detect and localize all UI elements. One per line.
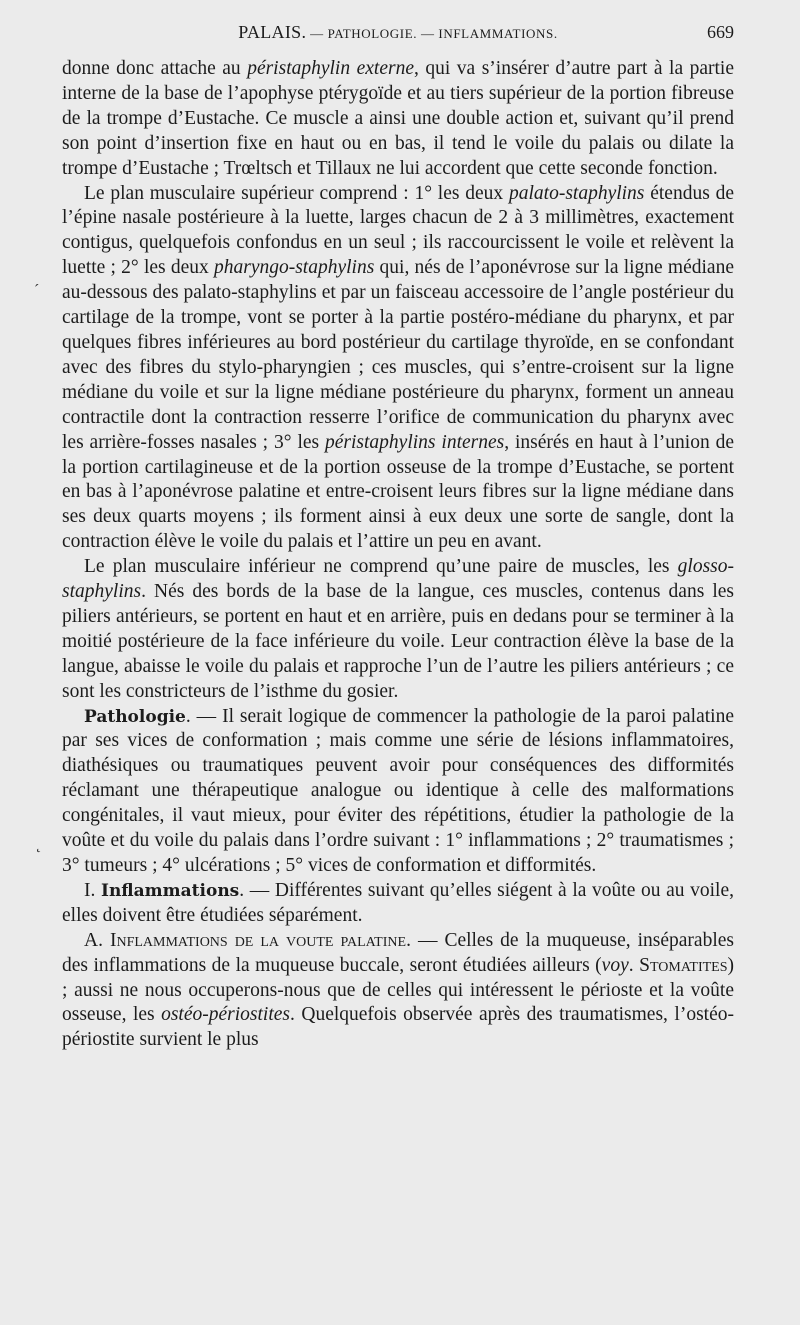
subsection-heading: Inflammations de la voute palatine xyxy=(109,929,407,951)
margin-mark: ˛ xyxy=(36,836,42,853)
running-title: PALAIS. — PATHOLOGIE. — INFLAMMATIONS. xyxy=(238,22,558,42)
section-heading: Pathologie xyxy=(84,706,186,727)
running-header xyxy=(62,22,734,48)
paragraph-pathologie: Pathologie. — Il serait logique de commencer la pathologie de la paroi palatine par ses vices de conformation ; mais comme une série de lésions inflammatoires, diathésiques ou traumatiques peuvent avoir pour conséquences des difformités réclamant une thérapeutique analogue ou identique à celle des malformations congénitales, il vaut mieux, pour éviter des répétitions, étudier la pathologie de la voûte et du voile du palais dans l’ordre suivant : 1° inflammations ; 2° traumatismes ; 3° tumeurs ; 4° ulcérations ; 5° vices de conformation et difformités. xyxy=(62,705,734,876)
paragraph-voute: A. Inflammations de la voute palatine. — Celles de la muqueuse, inséparables des inflammations de la muqueuse buccale, seront étudiées ailleurs (voy. Stomatites) ; aussi ne nous occuperons-nous que de celles qui intéressent le périoste et la voûte osseuse, les ostéo-périostites. Quelquefois observée après des traumatismes, l’ostéo-périostite survient le plus xyxy=(62,929,734,1051)
margin-mark: ´ xyxy=(34,282,40,299)
paragraph-2: Le plan musculaire supérieur comprend : 1° les deux palato-staphylins étendus de l’épine nasale postérieure à la luette, larges chacun de 2 à 3 millimètres, exactement contigus, quelquefois confondus en un seul ; ils raccourcissent le voile et relèvent la luette ; 2° les deux pharyngo-staphylins qui, nés de l’aponévrose sur la ligne médiane au-dessous des palato-staphylins et par un faisceau accessoire de l’angle postérieur du cartilage de la trompe, vont se porter à la partie postéro-médiane du pharynx, et par quelques fibres inférieures au bord postérieur du cartilage thyroïde, en se confondant avec des fibres du stylo-pharyngien ; ces muscles, qui s’entre-croisent sur la ligne médiane du voile et sur la ligne médiane postérieure du pharynx, forment un anneau contractile dont la contraction resserre l’orifice de communication du pharynx avec les arrière-fosses nasales ; 3° les péristaphylins internes, insérés en haut à l’union de la portion cartilagineuse et de la portion osseuse de la trompe d’Eustache, se portent en bas à l’aponévrose palatine et entre-croisent leurs fibres sur la ligne médiane dans ses deux quarts moyens ; ils forment ainsi à eux deux une sorte de sangle, dont la contraction élève le voile du palais et l’attire un peu en avant. xyxy=(62,182,735,553)
paragraph-inflammations: I. Inflammations. — Différentes suivant qu’elles siégent à la voûte ou au voile, elles doivent être étudiées séparément. xyxy=(62,879,734,926)
paragraph-3: Le plan musculaire inférieur ne comprend qu’une paire de muscles, les glosso-staphylins. Nés des bords de la base de la langue, ces muscles, contenus dans les piliers antérieurs, se portent en haut et en arrière, puis en dedans pour se terminer à la moitié postérieure de la face inférieure du voile. Leur contraction élève la base de la langue, abaisse le voile du palais et rapproche l’un de l’autre les piliers antérieurs ; ce sont les constricteurs de l’isthme du gosier. xyxy=(62,556,734,702)
page-body xyxy=(62,57,734,1053)
paragraph-1: donne donc attache au péristaphylin externe, qui va s’insérer d’autre part à la partie interne de la base de l’apophyse ptérygoïde et au tiers supérieur de la portion fibreuse de la trompe d’Eustache. Ce muscle a ainsi une double action et, suivant qu’il prend son point d’insertion fixe en haut ou en bas, il tend le voile du palais ou dilate la trompe d’Eustache ; Trœltsch et Tillaux ne lui accordent que cette seconde fonction. xyxy=(62,58,734,179)
page-number: 669 xyxy=(707,22,734,42)
subsection-heading: Inflammations xyxy=(101,880,240,901)
